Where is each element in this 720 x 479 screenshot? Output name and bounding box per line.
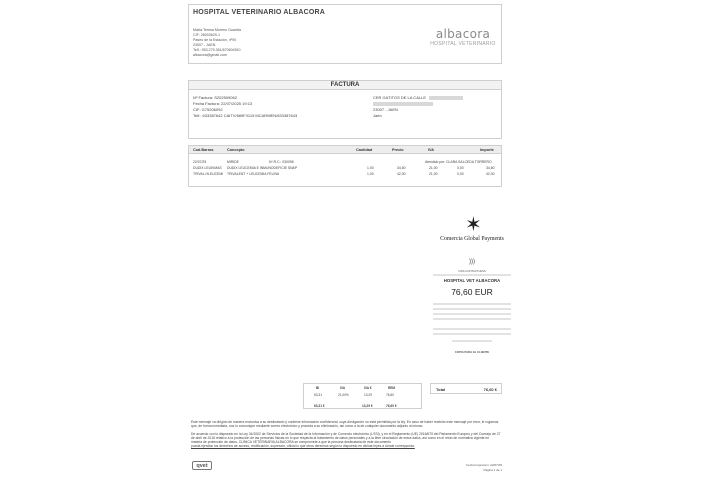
column-header: Cantidad: [356, 148, 373, 152]
invoice-details: [193, 95, 297, 119]
receipt-faded-line: [433, 313, 511, 315]
address-line: 23007 - JAEN: [193, 43, 216, 47]
invoice-info: [188, 80, 502, 139]
receipt-faded-line: [433, 328, 511, 330]
column-header: Concepto: [227, 148, 245, 152]
vat-breakdown: [303, 383, 422, 409]
clinic-address: [193, 28, 241, 58]
table-row: TRIVAL.HLEUCEMI TRIVALENT + LEUCEMIA FELINA 1,00 42,00 21,00 0,00 42,00: [193, 172, 495, 176]
vat-header: IVA €: [364, 386, 372, 390]
legal-paragraph: De acuerdo con lo dispuesto en la Ley 34/2002 de Servicios de la Sociedad de la Información y de Comercio electrónico (LSSI), y en el Reglamento (UE) 2016/679 del Parlamento Europeo y del Consejo de 27 de abril de 2016 relativo a la protección de las personas físicas en lo que respecta al tratamiento de datos personales y a la libre circulación de estos datos, así como en el resto de normativa vigente en materia de protección de datos, CLÍNICA VETERINARIA ALBACORA se compromete a que la persona destinataria de este documento: [191, 431, 501, 445]
invoice-date: Fecha Factura: 22/07/2025 19:13: [193, 101, 253, 106]
vat-header: IVA: [340, 386, 346, 390]
receipt-faded-line: [433, 318, 511, 320]
card-payment-receipt: [427, 210, 517, 356]
print-date: Fecha Impresión: 22/07/25: [466, 463, 502, 467]
receipt-faded-line: [433, 333, 511, 335]
client-name: CER GATITOS DE LA CALLE: [373, 95, 426, 100]
column-header: Cod.Barras: [193, 148, 214, 152]
vat-value: 63,31: [314, 393, 322, 397]
redacted-text: [373, 102, 433, 106]
grand-total: [430, 383, 502, 394]
receipt-faded-line: [452, 340, 492, 342]
address-line: Marta Teresa Moreno Guardia: [193, 28, 241, 32]
vat-sum: 63,31 €: [314, 404, 325, 408]
clinic-header: [188, 4, 502, 64]
redacted-text: [429, 96, 463, 100]
address-line: Paseo de la Estación, nº90: [193, 38, 237, 42]
vat-header: BI: [316, 386, 320, 390]
receipt-faded-line: [433, 308, 511, 310]
column-header: Precio: [392, 148, 404, 152]
footer-info: [460, 463, 502, 472]
vat-header: REM: [388, 386, 396, 390]
invoice-cif: CIF: G75206092: [193, 107, 223, 112]
legal-paragraph: Este mensaje va dirigido de manera exclusiva a su destinatario y contiene información confidencial, cuya divulgación no está permitida por la ley. En caso de haber recibido este mensaje por error, le rogamos que, de forma inmediata, nos lo comunique mediante correo electrónico y proceda a su eliminación, así como a la de cualquier documento adjunto al mismo.: [191, 420, 499, 429]
invoice-number: Nº Factura: S202509062: [193, 95, 237, 100]
client-city: Jaén: [373, 113, 382, 118]
address-line: CIF: 26003629-1: [193, 33, 220, 37]
vat-value: 76,60: [386, 393, 394, 397]
contactless-icon: ))): [469, 259, 475, 265]
receipt-faded-line: [433, 274, 511, 276]
legal-paragraph: pueda ejercitar los derechos de acceso, rectificación, supresión, oficial lo que otros derechos según lo dispuesto en dichas leyes a dónde corresponda.: [191, 444, 415, 449]
client-details: [373, 95, 463, 119]
vat-value: 21,00%: [338, 393, 349, 397]
client-postcode: 23007 - JAEN: [373, 107, 398, 112]
total-label: Total: [436, 387, 446, 392]
receipt-faded-line: [433, 303, 511, 305]
items-table: [188, 145, 502, 187]
items-table-header: [189, 146, 501, 154]
payment-brand: Comercia Global Payments: [440, 236, 504, 242]
address-line: Telf.: 953.275.361/670604910: [193, 48, 241, 52]
invoice-heading: FACTURA: [189, 81, 501, 90]
albacora-logo: albacora HOSPITAL VETERINARIO: [430, 27, 496, 47]
qvet-logo: qvet: [192, 461, 212, 470]
table-row: 22/07/25 MIRIDE Nº.R.C.: 030096 Atendido por: CLARA SALCEDA TORRERO: [193, 160, 492, 164]
total-value: 76,60 €: [483, 387, 497, 392]
receipt-small-text: VISA CONTACTLESS: [458, 269, 486, 273]
invoice-phone: Telf.: 633387642 CAITV/689F/I115 MCARMEN/633387643: [193, 113, 298, 118]
vat-sum: 76,60 €: [386, 404, 397, 408]
receipt-footer: COPIA PARA EL CLIENTE: [454, 350, 490, 354]
star-logo-icon: ✶: [465, 214, 482, 236]
address-line: albacora@gmail.com: [193, 53, 227, 57]
column-header: Importe: [480, 148, 494, 152]
column-header: IVA: [428, 148, 435, 152]
receipt-merchant: HOSPITAL VET ALBACORA: [443, 278, 501, 283]
vat-value: 13,29: [364, 393, 372, 397]
clinic-title: HOSPITAL VETERINARIO ALBACORA: [193, 9, 326, 16]
vat-sum: 13,29 €: [362, 404, 373, 408]
page-number: Página 1 de 1: [483, 467, 502, 472]
legal-notice: [191, 420, 501, 449]
receipt-amount: 76,60 EUR: [451, 287, 493, 297]
table-row: DUDIX LEUKIMAS DUDIX LEUCEMIA E INMUNODEFICIE SNAP 1,00 34,60 21,00 0,00 34,60: [193, 166, 495, 170]
